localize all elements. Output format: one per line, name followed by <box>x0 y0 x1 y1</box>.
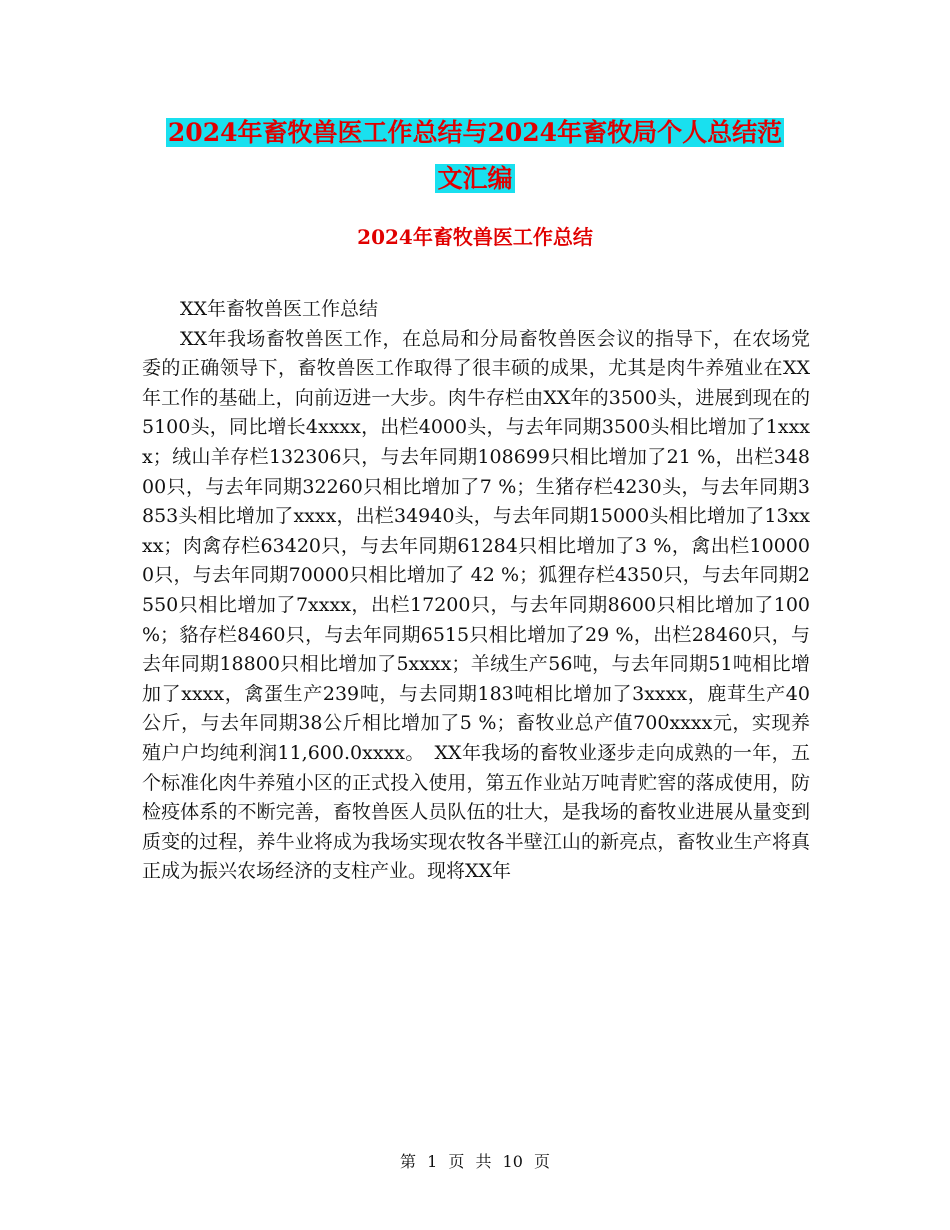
page-footer: 第 1 页 共 10 页 <box>400 1152 550 1171</box>
title-line-1: 2024年畜牧兽医工作总结与2024年畜牧局个人总结范 <box>167 118 783 147</box>
title-line-2: 文汇编 <box>437 164 513 193</box>
paragraph-1: XX年我场畜牧兽医工作，在总局和分局畜牧兽医会议的指导下，在农场党委的正确领导下，畜牧兽医工作取得了很丰硕的成果，尤其是肉牛养殖业在XX年工作的基础上，向前迈进一大步。肉牛存栏由XX年的3500头，进展到现在的5100头，同比增长4xxxx，出栏4000头，与去年同期3500头相比增加了1xxxx；绒山羊存栏132306只，与去年同期108699只相比增加了21 %，出栏34800只，与去年同期32260只相比增加了7 %；生猪存栏4230头，与去年同期3853头相比增加了xxxx，出栏34940头，与去年同期15000头相比增加了13xxxx；肉禽存栏63420只，与去年同期61284只相比增加了3 %，禽出栏100000只，与去年同期70000只相比增加了 42 %；狐狸存栏4350只，与去年同期2550只相比增加了7xxxx，出栏17200只，与去年同期8600只相比增加了100 %；貉存栏8460只，与去年同期6515只相比增加了29 %，出栏28460只，与去年同期18800只相比增加了5xxxx；羊绒生产56吨，与去年同期51吨相比增加了xxxx，禽蛋生产239吨，与去同期183吨相比增加了3xxxx，鹿茸生产40公斤，与去年同期38公斤相比增加了5 %；畜牧业总产值700xxxx元，实现养殖户户均纯利润11,600.0xxxx。 XX年我场的畜牧业逐步走向成熟的一年，五个标准化肉牛养殖小区的正式投入使用，第五作业站万吨青贮窖的落成使用，防检疫体系的不断完善，畜牧兽医人员队伍的壮大，是我场的畜牧业进展从量变到质变的过程，养牛业将成为我场实现农牧各半壁江山的新亮点，畜牧业生产将真正成为振兴农场经济的支柱产业。现将XX年 <box>142 327 810 883</box>
section-heading: XX年畜牧兽医工作总结 <box>180 298 379 320</box>
section-subtitle: 2024年畜牧兽医工作总结 <box>357 225 593 249</box>
body-text <box>142 295 810 887</box>
document-title <box>140 110 810 202</box>
